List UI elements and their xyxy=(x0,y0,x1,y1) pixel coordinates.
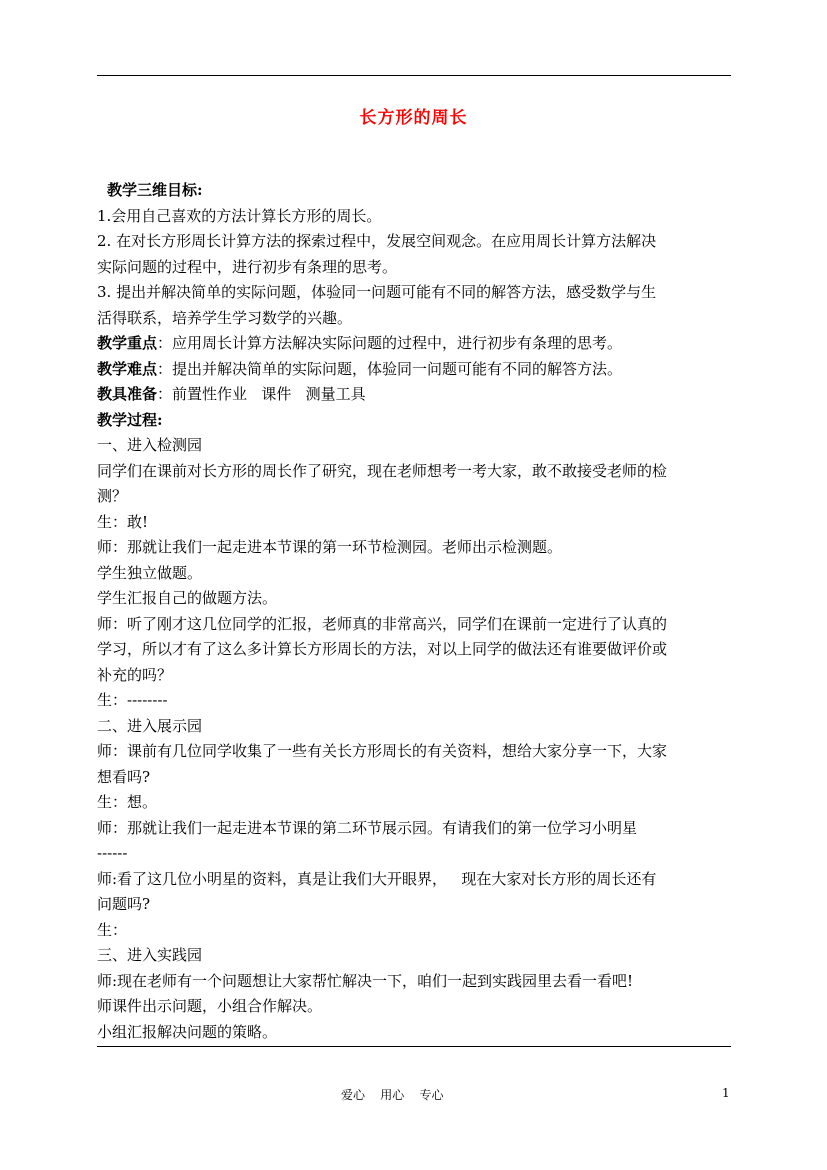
footer-motto: 爱心 用心 专心 xyxy=(341,1088,444,1102)
section-heading: 三、进入实践园 xyxy=(97,946,203,964)
process-line: 师：那就让我们一起走进本节课的第二环节展示园。有请我们的第一位学习小明星 xyxy=(97,818,638,837)
materials-label: 教具准备 xyxy=(97,385,158,403)
process-line: 师：课前有几位同学收集了一些有关长方形周长的有关资料，想给大家分享一下，大家 xyxy=(97,742,668,760)
materials xyxy=(97,382,737,408)
goal-line: 实际问题的过程中，进行初步有条理的思考。 xyxy=(97,257,398,276)
difficult-point xyxy=(97,357,737,383)
materials-text: ：前置性作业 课件 测量工具 xyxy=(157,385,366,403)
process-line: 补充的吗？ xyxy=(97,665,173,684)
process-line: 小组汇报解决问题的策略。 xyxy=(97,1022,278,1041)
section-heading: 二、进入展示园 xyxy=(97,716,203,735)
footer-rule xyxy=(97,1046,731,1047)
process-line: 生：想。 xyxy=(97,793,158,811)
section-heading: 一、进入检测园 xyxy=(97,436,203,454)
page-number: 1 xyxy=(722,1086,730,1100)
header-rule xyxy=(97,75,731,76)
process-line: 同学们在课前对长方形的周长作了研究，现在老师想考一考大家，敢不敢接受老师的检 xyxy=(97,461,668,480)
process-line: 测？ xyxy=(97,487,128,505)
document-body xyxy=(97,178,737,1045)
key-point-text: ：应用周长计算方法解决实际问题的过程中，进行初步有条理的思考。 xyxy=(157,334,623,352)
difficult-point-text: ：提出并解决简单的实际问题，体验同一问题可能有不同的解答方法。 xyxy=(157,359,623,378)
process-line: 学生独立做题。 xyxy=(97,563,203,582)
goal-line: 1.会用自己喜欢的方法计算长方形的周长。 xyxy=(97,206,382,225)
key-point-label: 教学重点 xyxy=(97,334,158,352)
process-line: 师：听了刚才这几位同学的汇报，老师真的非常高兴，同学们在课前一定进行了认真的 xyxy=(97,614,668,633)
goal-line: 3. 提出并解决简单的实际问题，体验同一问题可能有不同的解答方法，感受数学与生 xyxy=(97,283,657,301)
process-line: 生：-------- xyxy=(97,691,168,709)
goal-line: 活得联系，培养学生学习数学的兴趣。 xyxy=(97,308,353,327)
key-point xyxy=(97,331,737,357)
process-line: 师:现在老师有一个问题想让大家帮忙解决一下，咱们一起到实践园里去看一看吧! xyxy=(97,971,634,990)
goal-line: 2. 在对长方形周长计算方法的探索过程中，发展空间观念。在应用周长计算方法解决 xyxy=(97,232,657,250)
process-line: 生：敢! xyxy=(97,512,149,531)
difficult-point-label: 教学难点 xyxy=(97,359,158,378)
process-line: 学习，所以才有了这么多计算长方形周长的方法，对以上同学的做法还有谁要做评价或 xyxy=(97,640,668,658)
process-line: ------ xyxy=(97,844,128,862)
process-line: 生： xyxy=(97,920,128,939)
document-title: 长方形的周长 xyxy=(359,108,468,128)
process-line: 师：那就让我们一起走进本节课的第一环节检测园。老师出示检测题。 xyxy=(97,538,563,556)
process-heading: 教学过程: xyxy=(97,410,163,429)
process-line: 师课件出示问题，小组合作解决。 xyxy=(97,997,323,1015)
process-line: 学生汇报自己的做题方法。 xyxy=(97,589,278,607)
goals-heading: 教学三维目标: xyxy=(107,181,203,199)
process-line: 师:看了这几位小明星的资料，真是让我们大开眼界， 现在大家对长方形的周长还有 xyxy=(97,869,657,888)
process-line: 问题吗? xyxy=(97,895,151,913)
process-line: 想看吗? xyxy=(97,767,151,786)
